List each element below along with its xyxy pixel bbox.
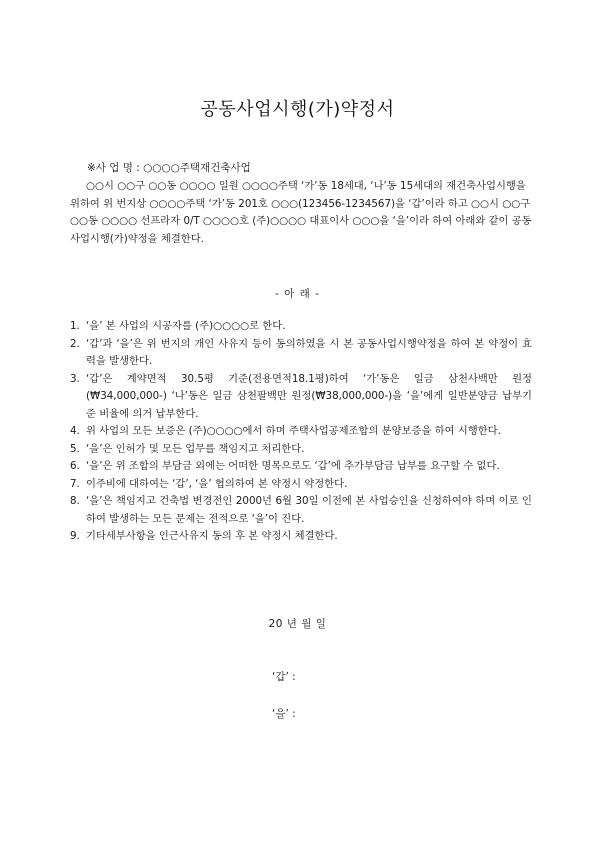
clause-item xyxy=(70,318,532,336)
section-heading: - 아 래 - xyxy=(275,288,320,300)
signature-b: ‘을’ : xyxy=(272,708,296,720)
clause-text: ‘을’은 책임지고 건축법 변경전인 2000년 6월 30일 이전에 본 사업승인을 신청하여야 하며 이로 인하여 발생하는 모든 문제는 전적으로 ‘을’이 진다. xyxy=(86,495,532,525)
clause-item xyxy=(70,371,532,424)
clause-item xyxy=(70,423,532,441)
clause-number: 9. xyxy=(70,530,80,542)
clause-text: 위 사업의 모든 보증은 (주)○○○○에서 하며 주택사업공제조합의 분양보증을 하여 시행한다. xyxy=(86,425,501,437)
clause-number: 7. xyxy=(70,477,80,490)
clause-number: 4. xyxy=(70,425,80,437)
clause-number: 6. xyxy=(70,460,80,472)
clause-item xyxy=(70,458,532,476)
clause-item xyxy=(70,336,532,371)
project-name-line: ※사 업 명 : ○○○○주택재건축사업 xyxy=(87,162,251,174)
clause-number: 5. xyxy=(70,442,80,455)
clause-text: 기타세부사항을 인근사유지 동의 후 본 약정시 체결한다. xyxy=(86,530,338,542)
date-line: 20 년 월 일 xyxy=(268,618,327,630)
signature-a: ‘갑’ : xyxy=(272,671,296,683)
intro-text: ○○시 ○○구 ○○동 ○○○○ 일원 ○○○○주택 ‘가’동 18세대, ‘나’동 15세대의 재건축사업시행을 위하여 위 번지상 ○○○○주택 ‘가’동 201호 ○○○(123456-1234567)을 ‘갑’이라 하고 ○○시 ○○구 ○○동 ○○○○ 선프라자 0/T ○○○○호 (주)○○○○ 대표이사 ○○○을 ‘을’이라 하여 아래와 같이 공동사업시행(가)약정을 체결한다. xyxy=(70,180,532,245)
clause-number: 1. xyxy=(70,320,80,332)
clause-item xyxy=(70,493,532,528)
clause-number: 3. xyxy=(70,372,80,385)
clause-item xyxy=(70,476,532,494)
clause-text: ‘갑’과 ‘을’은 위 번지의 개인 사유지 등이 동의하였을 시 본 공동사업시행약정을 하여 본 약정이 효력을 발생한다. xyxy=(86,337,532,367)
clause-text: 이주비에 대하여는 ‘갑’, ‘을’ 협의하여 본 약정시 약정한다. xyxy=(86,477,348,490)
clause-item xyxy=(70,528,532,546)
clause-text: ‘을’은 위 조합의 부담금 외에는 어떠한 명목으로도 ‘갑’에 추가부담금 납부를 요구할 수 없다. xyxy=(86,460,500,472)
clause-number: 8. xyxy=(70,495,80,507)
clause-list xyxy=(70,318,532,546)
document-title: 공동사업시행(가)약정서 xyxy=(200,99,395,120)
clause-text: ‘을’ 본 사업의 시공자를 (주)○○○○로 한다. xyxy=(86,320,286,332)
clause-text: ‘을’은 인허가 및 모든 업무를 책임지고 처리한다. xyxy=(86,442,305,455)
clause-text: ‘갑’은 계약면적 30.5평 기준(전용면적18.1평)하여 ‘가’동은 일금 삼천사백만 원정(₩34,000,000-) ‘나’동은 일금 삼천팔백만 원정(₩38,000,000-)을 ‘을’에게 일반분양금 납부기준 비율에 의거 납부한다. xyxy=(86,372,532,420)
clause-number: 2. xyxy=(70,337,80,350)
intro-paragraph xyxy=(70,178,532,248)
clause-item xyxy=(70,441,532,459)
